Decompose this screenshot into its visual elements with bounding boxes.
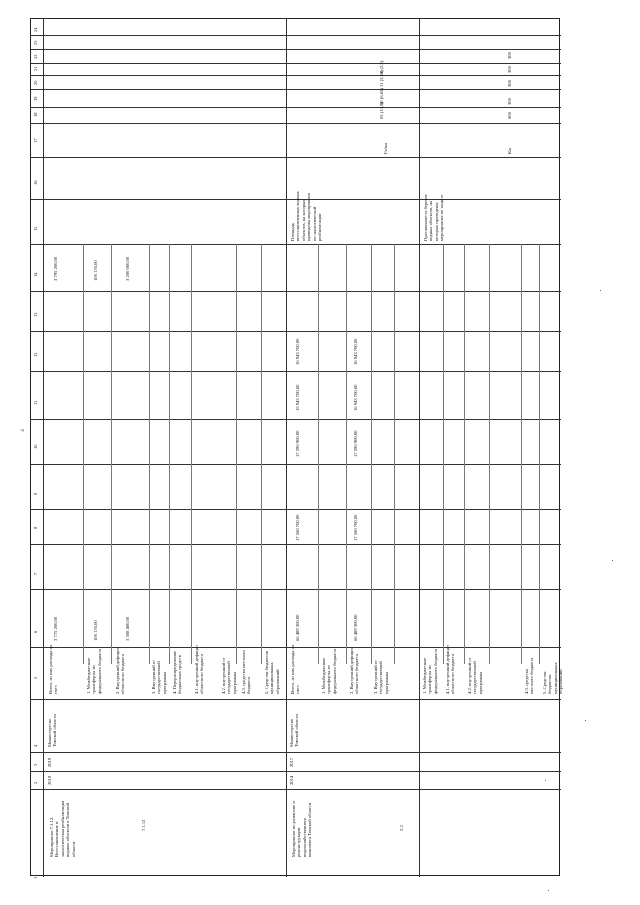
col-num: 15	[33, 226, 38, 231]
row2-source-b-2-label: 4.2. внутренний от государственной программы	[467, 657, 483, 694]
subrow-divider	[318, 244, 319, 664]
row2-source-0-c9: 17 560 700,00	[295, 514, 300, 541]
row2-source-2-c11: 17 596 900,00	[353, 430, 358, 457]
row1-executor: Министерство Томской области	[47, 714, 58, 747]
col-num: 5	[33, 676, 38, 679]
row1-source-2-c15: 3 200 000,00	[125, 256, 130, 281]
row2-source-3-label: 3. Внутренний от государственной программы	[373, 659, 389, 694]
col-num: 2	[33, 781, 38, 784]
row1-source-0-total: 3 775 200,00	[53, 616, 58, 641]
row2-source-0-c12: 15 943 700,00	[295, 384, 300, 411]
divider	[31, 789, 561, 790]
row1-source-0-c15: 3 795 200,00	[53, 256, 58, 281]
row1-source-7-label: 4.3. средства местного бюджета	[241, 650, 252, 694]
row2-source-2-c13: 16 943 700,00	[353, 338, 358, 365]
divider	[31, 49, 561, 50]
col-num: 22	[33, 54, 38, 59]
row1-source-8-label: 5. Средства бюджетов муниципальных образований	[264, 650, 280, 694]
col-num: 4	[33, 744, 38, 747]
row2-source-0-label: Всего, из них расходы на счет:	[290, 644, 301, 694]
row1-source-2-label: 2. Внутренний дефицит областного бюджета	[115, 647, 126, 694]
row2-source-0-c13: 16 943 700,00	[295, 338, 300, 365]
col-num: 21	[33, 66, 38, 71]
scan-speck	[548, 890, 549, 891]
divider	[31, 75, 561, 76]
row1-source-6-label: 4.2. внутренний от государственной программы	[221, 657, 237, 694]
row2-source-b-4-label: 5. Средства бюджетов муниципальных образований	[542, 662, 564, 694]
row2-indicator-b-text: Протяженность берегов водных объектов, на которых проведены мероприятия по защите	[423, 194, 445, 241]
col-num: 14	[33, 272, 38, 277]
row2-source-2-total: 66 489 300,00	[353, 614, 358, 641]
subrow-divider	[394, 244, 395, 664]
col-num: 1	[33, 876, 38, 879]
col-num: 9	[33, 492, 38, 495]
row1-year-end: 2019	[47, 757, 52, 767]
row2-indicator-a-value: 11 (2,36)	[379, 70, 384, 87]
col-num: 3	[33, 763, 38, 766]
subrow-divider	[539, 244, 540, 664]
scan-speck	[585, 720, 586, 721]
row2-number: 2.2	[399, 825, 404, 831]
col-num: 6	[33, 630, 38, 633]
col-num: 10	[33, 444, 38, 449]
divider	[31, 752, 561, 753]
col-num: 17	[33, 138, 38, 143]
row2-indicator-b-value: 300	[507, 52, 512, 59]
divider	[31, 771, 561, 772]
row2-name: Мероприятие по развитию и реконструкции водохозяйственного комплекса Томской области	[291, 801, 313, 857]
row1-source-1-total: 106 170,00	[93, 620, 98, 641]
divider	[31, 107, 561, 108]
subrow-divider	[169, 244, 170, 664]
subrow-divider	[521, 244, 522, 664]
divider	[31, 157, 561, 158]
col-num: 24	[33, 27, 38, 32]
scan-speck	[600, 290, 601, 291]
row2-source-1-label: 1. Межбюджетные трансферты из федерального бюджета	[321, 648, 337, 694]
page-marker: 4	[20, 429, 26, 432]
col-num: 16	[33, 180, 38, 185]
col-num: 12	[33, 352, 38, 357]
row2-indicator-a-text: Площадь восстановленных водных объектов, на которых проведены мероприятия по экологической реабилитации	[290, 191, 323, 241]
row1-name: Мероприятие 7.1.12. Восстановление и экологическая реабилитация водных объектов в Томской области	[49, 800, 76, 857]
row2-year-end: 2017	[289, 757, 294, 767]
row2-year-start: 2014	[289, 775, 294, 785]
subrow-divider	[236, 244, 237, 664]
row1-source-4-label: 4. Перераспределение бюджетных средств	[172, 650, 183, 694]
col-num: 13	[33, 312, 38, 317]
col-num: 23	[33, 40, 38, 45]
row1-number: 7.1.12	[141, 819, 146, 831]
row-divider	[286, 19, 287, 877]
divider	[31, 89, 561, 90]
row1-source-3-label: 3. Внутренний от государственной программы	[151, 659, 167, 694]
subrow-divider	[83, 244, 84, 664]
row2-indicator-a-value: 30 (6,65)	[379, 88, 384, 105]
divider	[31, 63, 561, 64]
subrow-divider	[489, 244, 490, 664]
table-sheet	[30, 18, 564, 879]
divider	[31, 699, 561, 700]
col-num: 19	[33, 96, 38, 101]
col-num: 7	[33, 572, 38, 575]
row2-indicator-b-value: 300	[507, 66, 512, 73]
row1-year-start: 2019	[47, 775, 52, 785]
row2-indicator-b-unit: Км	[507, 148, 512, 154]
subrow-divider	[443, 244, 444, 664]
divider	[31, 35, 561, 36]
row2-indicator-b-value: 300	[507, 98, 512, 105]
subrow-divider	[371, 244, 372, 664]
row2-source-0-total: 66 489 300,00	[295, 614, 300, 641]
row2-source-b-0-label: 1. Межбюджетные трансферты из федерального бюджета	[422, 648, 438, 694]
col-num: 11	[33, 400, 38, 405]
row-divider	[419, 19, 420, 877]
row2-source-2-c12: 16 943 700,00	[353, 384, 358, 411]
subrow-divider	[111, 244, 112, 664]
row2-source-2-c9: 17 560 700,00	[353, 514, 358, 541]
row1-source-1-c15: 106 170,00	[93, 260, 98, 281]
row2-indicator-b-value: 600	[507, 112, 512, 119]
subrow-divider	[191, 244, 192, 664]
subrow-divider	[464, 244, 465, 664]
row2-indicator-a-value: 65 (13,5)	[379, 102, 384, 119]
row2-source-b-3-label: 4.3. средства местного бюджета	[524, 657, 535, 694]
row2-source-b-1-label: 4.1. внутренний дефицит областного бюджета	[445, 644, 456, 694]
row2-indicator-b-value: 300	[507, 80, 512, 87]
header-divider	[43, 19, 44, 877]
row1-source-5-label: 4.1. внутренний дефицит областного бюджета	[194, 644, 205, 694]
row1-source-0-label: Всего, из них расходы на счет:	[48, 644, 59, 694]
divider	[31, 123, 561, 124]
row1-source-1-label: 1. Межбюджетные трансферты из федерального бюджета	[86, 648, 102, 694]
col-num: 18	[33, 112, 38, 117]
row2-indicator-a-value: 8 (2,2)	[379, 60, 384, 73]
row2-indicator-a-unit: Га/км	[383, 143, 388, 154]
subrow-divider	[346, 244, 347, 664]
scan-speck	[612, 560, 613, 561]
col-num: 8	[33, 526, 38, 529]
row2-executor: Министерство Томской области	[289, 714, 300, 747]
row2-source-0-c11: 17 596 900,00	[295, 430, 300, 457]
row2-source-2-label: 2. Внутренний дефицит областного бюджета	[349, 647, 360, 694]
row1-source-2-total: 3 508 400,00	[125, 616, 130, 641]
subrow-divider	[149, 244, 150, 664]
subrow-divider	[261, 244, 262, 664]
col-num: 20	[33, 80, 38, 85]
scan-speck	[545, 780, 546, 781]
